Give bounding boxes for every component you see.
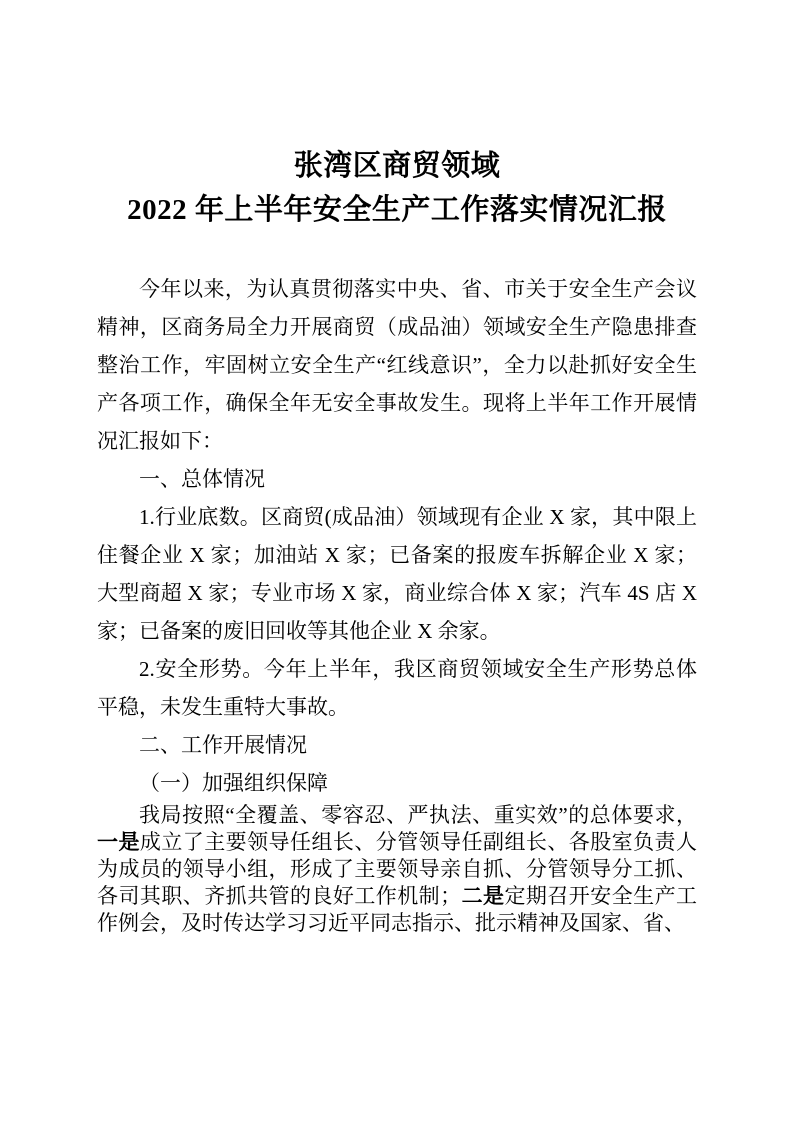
safety-situation-paragraph: 2.安全形势。今年上半年，我区商贸领域安全生产形势总体平稳，未发生重特大事故。 <box>97 657 697 719</box>
document-title-line2: 2022 年上半年安全生产工作落实情况汇报 <box>127 194 667 226</box>
intro-paragraph: 今年以来，为认真贯彻落实中央、省、市关于安全生产会议精神，区商务局全力开展商贸（成品油）领域安全生产隐患排查整治工作，牢固树立安全生产“红线意识”，全力以赴抓好安全生产各项工作，确保全年无安全事故发生。现将上半年工作开展情况汇报如下： <box>97 277 697 453</box>
measures-paragraph <box>97 802 697 937</box>
industry-base-paragraph: 1.行业底数。区商贸(成品油）领域现有企业 X 家，其中限上住餐企业 X 家；加油站 X 家；已备案的报废车拆解企业 X 家；大型商超 X 家；专业市场 X 家，商业综合体 X 家；汽车 4S 店 X 家；已备案的废旧回收等其他企业 X 余家。 <box>97 505 697 643</box>
measures-point-2-label: 二是 <box>461 885 505 908</box>
subsection-1-heading: （一）加强组织保障 <box>139 771 328 795</box>
section-1-heading: 一、总体情况 <box>139 467 265 491</box>
measures-segment-3: 定期召开安全生产工作例会，及时传达学习习近平同志指示、批示精神及国家、省、 <box>97 884 698 935</box>
measures-segment-1: 我局按照“全覆盖、零容忍、严执法、重实效”的总体要求， <box>139 803 697 827</box>
section-2-heading: 二、工作开展情况 <box>139 733 307 757</box>
document-content <box>97 144 697 937</box>
measures-segment-2: 成立了主要领导任组长、分管领导任副组长、各股室负责人为成员的领导小组，形成了主要领导亲自抓、分管领导分工抓、各司其职、齐抓共管的良好工作机制； <box>97 830 697 908</box>
document-title-line1: 张湾区商贸领域 <box>293 150 501 182</box>
measures-point-1-label: 一是 <box>97 831 140 854</box>
document-title <box>97 144 697 232</box>
